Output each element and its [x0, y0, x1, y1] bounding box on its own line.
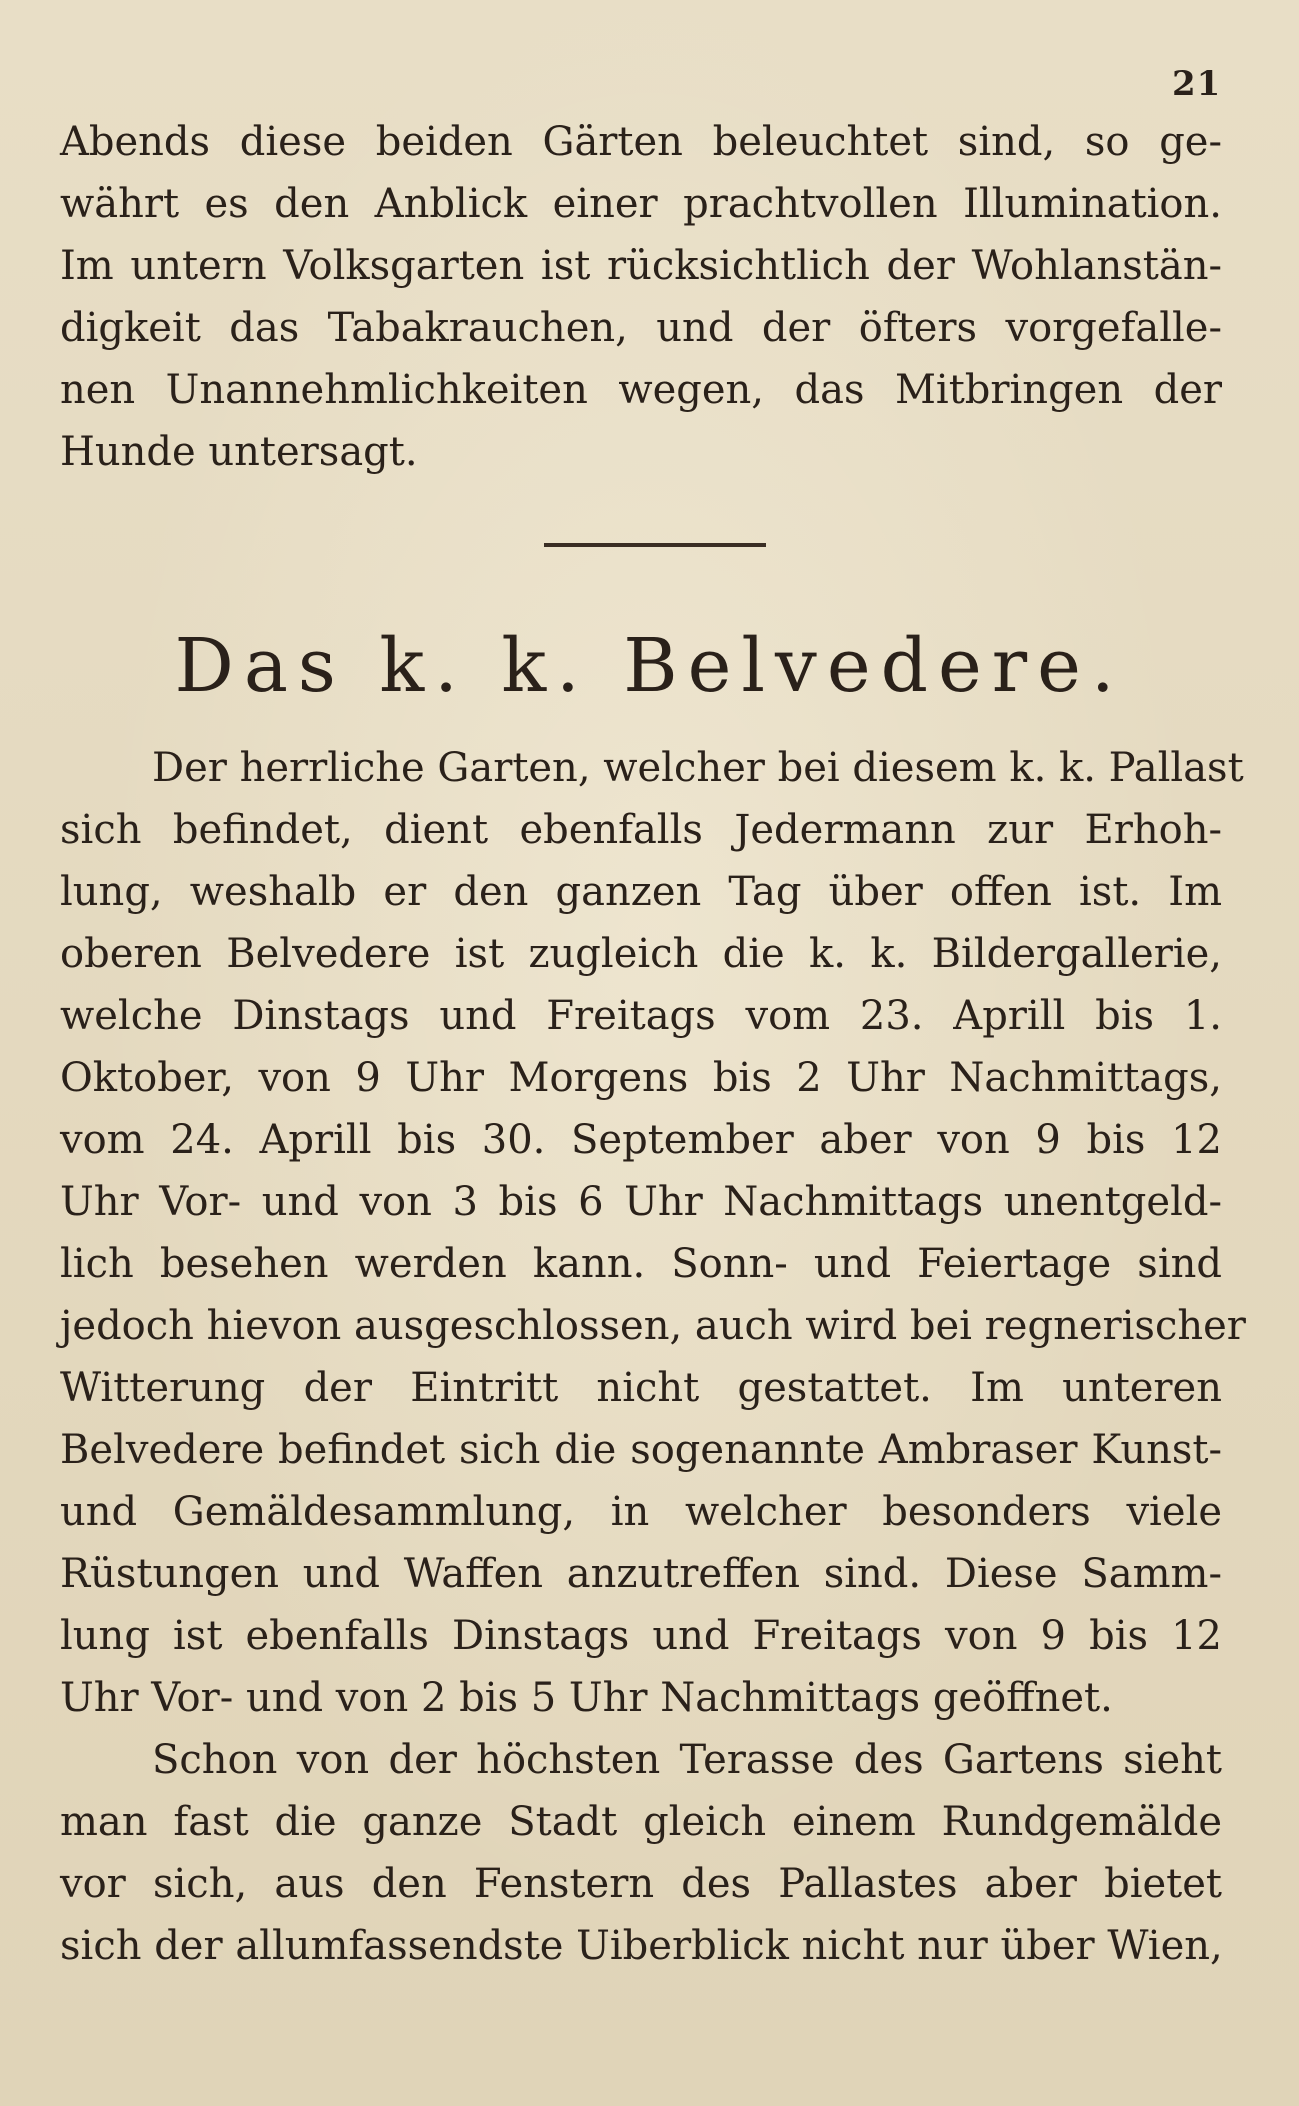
- top-paragraph: [60, 111, 1222, 483]
- text-line: jedoch hievon ausgeschlossen, auch wird bei regnerischer: [60, 1303, 1246, 1349]
- text-line: währt es den Anblick einer prachtvollen Illumination.: [60, 181, 1222, 227]
- section-divider: [544, 543, 766, 547]
- text-line: vor sich, aus den Fenstern des Pallastes aber bietet: [60, 1861, 1222, 1907]
- text-line: Rüstungen und Waffen anzutreffen sind. Diese Samm-: [60, 1551, 1222, 1597]
- text-line: lung ist ebenfalls Dinstags und Freitags von 9 bis 12: [60, 1613, 1222, 1659]
- text-line: und Gemäldesammlung, in welcher besonders viele: [60, 1489, 1222, 1535]
- text-line: man fast die ganze Stadt gleich einem Rundgemälde: [60, 1799, 1222, 1845]
- text-line: Uhr Vor- und von 3 bis 6 Uhr Nachmittags unentgeld-: [60, 1179, 1222, 1225]
- text-line: sich befindet, dient ebenfalls Jedermann zur Erhoh-: [60, 807, 1222, 853]
- text-line: vom 24. Aprill bis 30. September aber von 9 bis 12: [60, 1117, 1222, 1163]
- section-body: [60, 737, 1246, 1977]
- text-line: Der herrliche Garten, welcher bei diesem k. k. Pallast: [152, 745, 1244, 791]
- text-line: Abends diese beiden Gärten beleuchtet sind, so ge-: [60, 119, 1222, 165]
- text-line: welche Dinstags und Freitags vom 23. Aprill bis 1.: [60, 993, 1222, 1039]
- text-line: oberen Belvedere ist zugleich die k. k. Bildergallerie,: [60, 931, 1222, 977]
- text-line: Hunde untersagt.: [60, 429, 418, 475]
- text-line: nen Unannehmlichkeiten wegen, das Mitbringen der: [60, 367, 1222, 413]
- text-line: Schon von der höchsten Terasse des Gartens sieht: [152, 1737, 1222, 1783]
- text-line: lich besehen werden kann. Sonn- und Feiertage sind: [60, 1241, 1222, 1287]
- text-line: lung, weshalb er den ganzen Tag über offen ist. Im: [60, 869, 1222, 915]
- text-line: sich der allumfassendste Uiberblick nicht nur über Wien,: [60, 1923, 1223, 1969]
- text-line: Im untern Volksgarten ist rücksichtlich der Wohlanstän-: [60, 243, 1222, 289]
- text-line: Belvedere befindet sich die sogenannte Ambraser Kunst-: [60, 1427, 1222, 1473]
- text-line: Uhr Vor- und von 2 bis 5 Uhr Nachmittags geöffnet.: [60, 1675, 1113, 1721]
- text-line: Oktober, von 9 Uhr Morgens bis 2 Uhr Nachmittags,: [60, 1055, 1222, 1101]
- section-heading: Das k. k. Belvedere.: [174, 623, 1125, 709]
- text-line: Witterung der Eintritt nicht gestattet. Im unteren: [60, 1365, 1222, 1411]
- page-number: 21: [1172, 64, 1222, 104]
- text-line: digkeit das Tabakrauchen, und der öfters vorgefalle-: [60, 305, 1222, 351]
